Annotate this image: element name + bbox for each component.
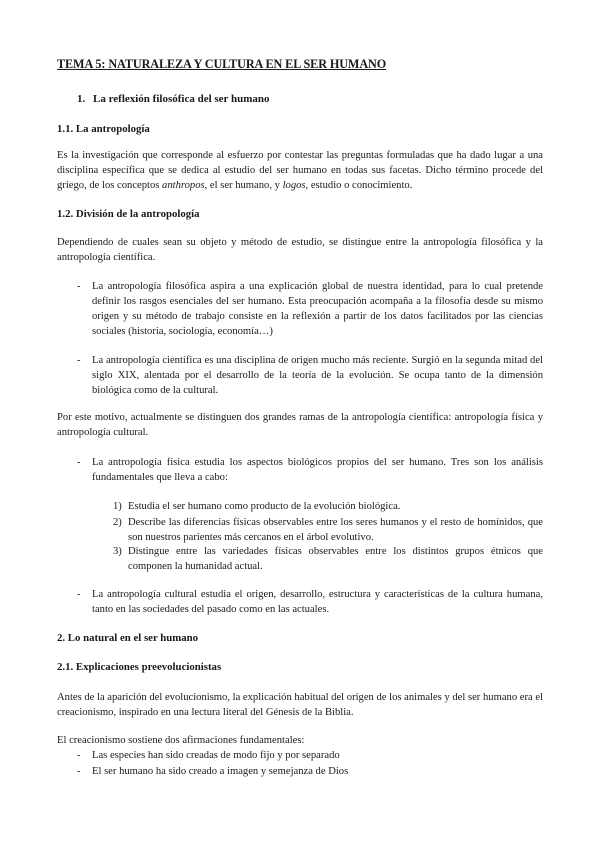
item-number: 3) [113, 546, 122, 557]
heading-1-2: 1.2. División de la antropología [57, 208, 200, 220]
paragraph-afirmaciones: El creacionismo sostiene dos afirmaciones fundamentales: [57, 735, 305, 746]
paragraph-division-intro: Dependiendo de cuales sean su objeto y método de estudio, se distingue entre la antropología filosófica y la antropología científica. [57, 237, 543, 263]
list-item-text: El ser humano ha sido creado a imagen y semejanza de Dios [92, 766, 349, 777]
list-item-text: La antropología científica es una disciplina de origen mucho más reciente. Surgió en la segunda mitad del siglo XIX, alentada por el desarrollo de la teoría de la evolución. Se ocupa tanto de la dimensión biológica como de la cultural. [92, 355, 543, 396]
section-1-heading [77, 92, 563, 107]
paragraph-text: Es la investigación que corresponde al esfuerzo por contestar las preguntas formuladas que ha dado lugar a una disciplina específica que se dedica al estudio del ser humano en todas sus facetas. Dicho término procede del griego, de los conceptos [57, 150, 543, 191]
list-item-text: La antropología cultural estudia el origen, desarrollo, estructura y características de la cultura humana, tanto en las sociedades del pasado como en las actuales. [92, 589, 543, 615]
paragraph-text: , el ser humano, y [204, 180, 283, 191]
bullet-dash: - [77, 589, 81, 600]
paragraph-antropologia [57, 148, 543, 193]
bullet-dash: - [77, 281, 81, 292]
paragraph-ramas: Por este motivo, actualmente se distinguen dos grandes ramas de la antropología científica: antropología física y antropología cultural. [57, 412, 543, 438]
bullet-dash: - [77, 766, 81, 777]
paragraph-creacionismo: Antes de la aparición del evolucionismo, la explicación habitual del origen de los animales y del ser humano era el creacionismo, inspirado en una lectura literal del Génesis de la Biblia. [57, 692, 543, 718]
heading-2-1: 2.1. Explicaciones preevolucionistas [57, 661, 222, 673]
heading-2: 2. Lo natural en el ser humano [57, 632, 199, 644]
list-item-text: La antropología física estudia los aspectos biológicos propios del ser humano. Tres son los análisis fundamentales que lleva a cabo: [92, 457, 543, 483]
term-anthropos: anthropos [162, 180, 205, 191]
section-1-number: 1. [77, 93, 86, 105]
list-item-text: La antropología filosófica aspira a una explicación global de nuestra identidad, para lo cual pretende definir los rasgos esenciales del ser humano. Esta preocupación acompaña a la filosofía desde su mismo origen y su método de trabajo consiste en la reflexión a partir de los datos facilitados por las ciencias sociales (historia, sociología, economía…) [92, 281, 543, 337]
numbered-item-text: Describe las diferencias físicas observables entre los seres humanos y el resto de homínidos, que son nuestros parientes más cercanos en el árbol evolutivo. [128, 517, 543, 543]
heading-1-1: 1.1. La antropología [57, 123, 150, 135]
list-item-text: Las especies han sido creadas de modo fijo y por separado [92, 750, 340, 761]
bullet-dash: - [77, 457, 81, 468]
bullet-dash: - [77, 750, 81, 761]
item-number: 1) [113, 501, 122, 512]
item-number: 2) [113, 517, 122, 528]
numbered-item-text: Distingue entre las variedades físicas observables entre los distintos grupos étnicos que componen la humanidad actual. [128, 546, 543, 572]
paragraph-text: , estudio o conocimiento. [305, 180, 413, 191]
term-logos: logos [282, 180, 306, 191]
section-1-title: La reflexión filosófica del ser humano [93, 93, 270, 105]
numbered-item-text: Estudia el ser humano como producto de la evolución biológica. [128, 501, 401, 512]
page-title: TEMA 5: NATURALEZA Y CULTURA EN EL SER HUMANO [57, 57, 387, 71]
bullet-dash: - [77, 355, 81, 366]
